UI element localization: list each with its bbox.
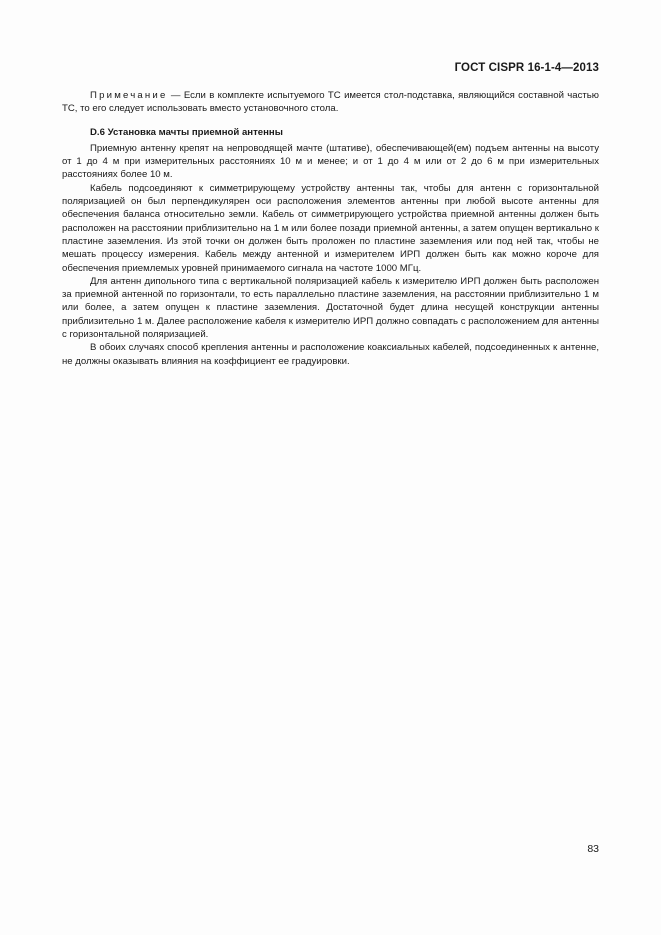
note-dash: —	[167, 90, 184, 101]
body-paragraph-2: Кабель подсоединяют к симметрирующему устройству антенны так, чтобы для антенн с горизонтальной поляризацией он был перпендикулярен оси расположения элементов антенны при любой высоте антенны для обеспечения баланса относительно земли. Кабель от симметрирующего устройства приемной антенны должен быть расположен на расстоянии приблизительно на 1 м или более позади приемной антенны, а затем опущен вертикально к пластине заземления. Из этой точки он должен быть проложен по пластине заземления или под ней так, чтобы не мешать процессу измерения. Кабель между антенной и измерителем ИРП должен быть как можно короче для обеспечения приемлемых уровней принимаемого сигнала на частоте 1000 МГц.	[62, 182, 599, 274]
page-number: 83	[587, 843, 599, 855]
standard-designation: ГОСТ CISPR 16-1-4—2013	[454, 62, 599, 74]
body-paragraph-3: Для антенн дипольного типа с вертикальной поляризацией кабель к измерителю ИРП должен быть расположен за приемной антенной по горизонтали, то есть параллельно пластине заземления, на расстоянии приблизительно 1 м или более, а затем опущен к пластине заземления. Достаточной будет длина несущей конструкции антенны приблизительно 1 м. Далее расположение кабеля к измерителю ИРП должно совпадать с расположением для антенны с горизонтальной поляризацией.	[62, 275, 599, 341]
section-title: D.6 Установка мачты приемной антенны	[90, 126, 283, 138]
note-label: Примечание	[90, 90, 168, 101]
body-paragraph-1: Приемную антенну крепят на непроводящей мачте (штативе), обеспечивающей(ем) подъем антенны на высоту от 1 до 4 м при измерительных расстояниях 10 м и менее; и от 1 до 4 м или от 2 до 6 м при измерительных расстояниях более 10 м.	[62, 142, 599, 181]
note-text: Если в комплекте испытуемого ТС имеется стол-подставка, являющийся составной частью ТС, то его следует использовать вместо установочного стола.	[62, 90, 599, 115]
page-content	[62, 89, 599, 368]
body-paragraph-4: В обоих случаях способ крепления антенны и расположение коаксиальных кабелей, подсоединенных к антенне, не должны оказывать влияния на коэффициент ее градуировки.	[62, 342, 599, 367]
note-paragraph	[62, 89, 599, 116]
